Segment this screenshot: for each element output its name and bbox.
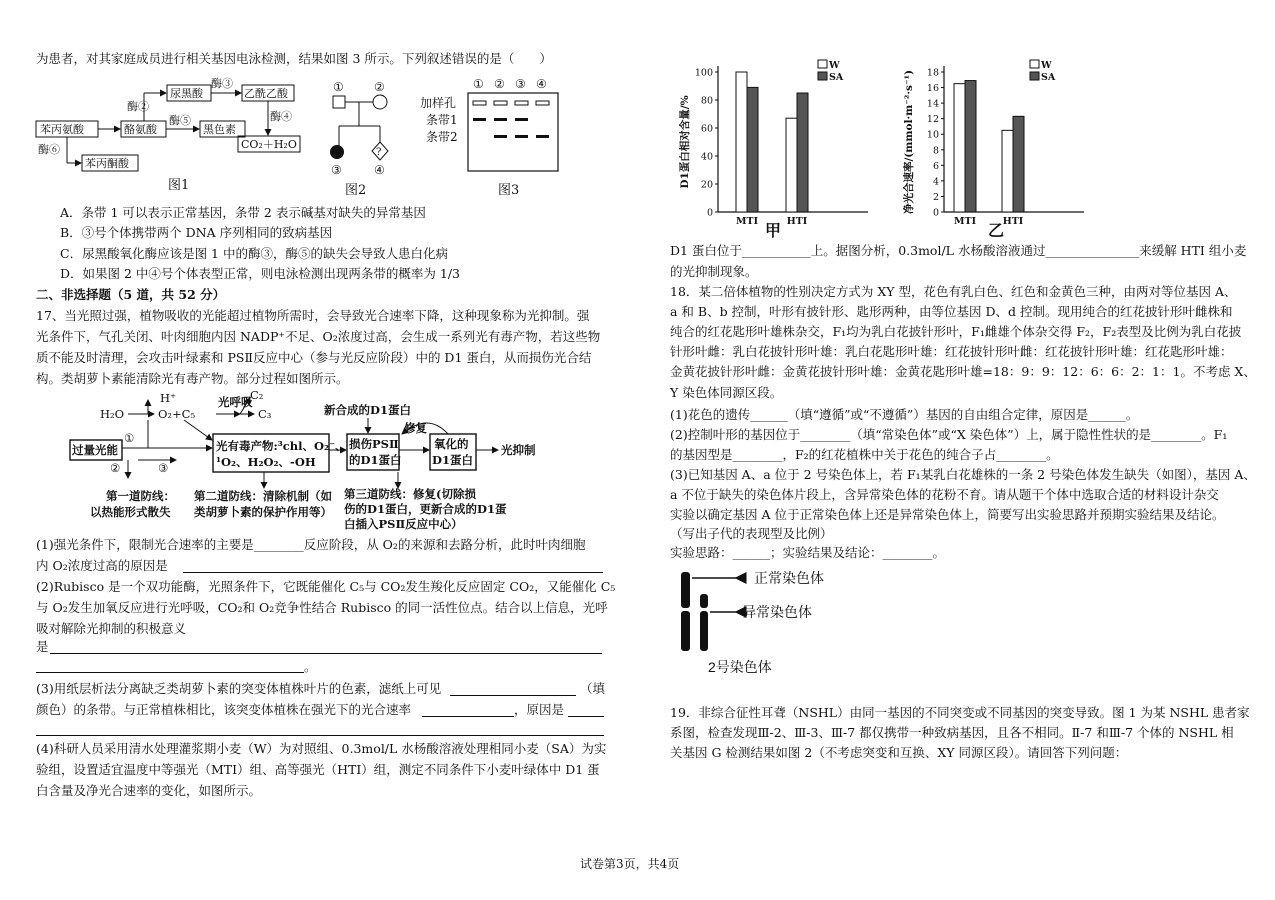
- diag-oxi2: D1蛋白: [432, 453, 473, 467]
- diag-m2: ②: [110, 461, 121, 475]
- abnormal-chromosome-lower: [700, 611, 708, 651]
- diag-oxi1: 氧化的: [434, 437, 469, 451]
- fig1-e6: 酶⑥: [38, 143, 60, 156]
- chromosome-figure: [676, 566, 846, 678]
- diag-def2b: 类胡萝卜素的保护作用等）: [194, 505, 332, 519]
- legend-swatch-w: [818, 60, 827, 68]
- legend-label-w: W: [829, 60, 840, 71]
- diag-hplus: H⁺: [160, 391, 177, 405]
- q18-line1: 18．某二倍体植物的性别决定方式为 XY 型，花色有乳白色、红色和金黄色三种，由两对等位基因 A、: [670, 284, 1237, 299]
- normal-chromosome-lower: [681, 611, 690, 651]
- chr-caption: 2号染色体: [708, 659, 772, 675]
- q18-p3-line4: （写出子代的表现型及比例）: [670, 526, 833, 541]
- y-tick-label: 10: [926, 129, 939, 141]
- fig1-phe: 苯丙氨酸: [40, 123, 84, 136]
- q17-s4-line2: 验组，设置适宜温度中等强光（MTI）组、高等强光（HTI）组，测定不同条件下小麦叶绿体中 D1 蛋: [36, 762, 600, 777]
- legend-label-w: W: [1041, 60, 1052, 71]
- q17-s3-line1: (3)用纸层析法分离缺乏类胡萝卜素的突变体植株叶片的色素，滤纸上可见: [36, 681, 442, 696]
- q18-p3-line2: a 不位于缺失的染色体片段上，含异常染色体的花粉不育。请从题干个体中选取合适的材料设计杂交: [670, 487, 1219, 502]
- chr-normal-label: 正常染色体: [754, 570, 824, 586]
- diag-m1: ①: [124, 431, 135, 445]
- q17-s2-line1: (2)Rubisco 是一个双功能酶，光照条件下，它既能催化 C₅与 CO₂发生羧化反应固定 CO₂，又能催化 C₅: [36, 579, 616, 594]
- diag-newd1: 新合成的D1蛋白: [324, 403, 411, 417]
- fig1-e3: 酶③: [211, 77, 233, 90]
- diag-toxic1: 光有毒产物:³chl、O₂⁻、: [216, 439, 347, 453]
- y-tick-label: 16: [926, 83, 939, 95]
- diag-def1b: 以热能形式散失: [90, 505, 171, 519]
- y-axis-label: 净光合速率/(mmol·m⁻²·s⁻¹): [903, 69, 915, 215]
- q18-line5: 金黄花披针形叶雌：金黄花披针形叶雄：金黄花匙形叶雄=18：9：9：12：6：6：2：1：1。不考虑 X、: [670, 364, 1256, 379]
- y-tick-label: 80: [700, 95, 713, 107]
- y-tick-label: 4: [932, 176, 939, 188]
- diag-def2a: 第二道防线：清除机制（如: [194, 489, 332, 503]
- option-d: D．如果图 2 中④号个体表型正常，则电泳检测出现两条带的概率为 1/3: [60, 266, 461, 281]
- q17-s3-fill: （填: [580, 681, 606, 696]
- legend-label-sa: SA: [829, 72, 844, 83]
- q17-s1-line2: 内 O₂浓度过高的原因是: [36, 558, 168, 573]
- fig3-band2: 条带2: [426, 130, 458, 144]
- fig2-n1: ①: [333, 80, 344, 94]
- fig3-well: 加样孔: [420, 96, 457, 110]
- abnormal-chromosome-upper: [700, 594, 708, 608]
- diag-excess: 过量光能: [72, 443, 118, 457]
- chart-yi: [900, 52, 1090, 242]
- q19-line2: 系图，检查发现Ⅲ-2、Ⅲ-3、Ⅲ-7 都仅携带一种致病基因，且各不相同。Ⅱ-7 和Ⅲ-7 个体的 NSHL 相: [670, 725, 1234, 740]
- fig1-ppa: 苯丙酮酸: [85, 157, 129, 170]
- option-a: A．条带 1 可以表示正常基因，条带 2 表示碱基对缺失的异常基因: [60, 205, 426, 220]
- q19-line1: 19．非综合征性耳聋（NSHL）由同一基因的不同突变或不同基因的突变导致。图 1 为某 NSHL 患者家: [670, 705, 1250, 720]
- fig2-n2: ②: [374, 80, 385, 94]
- diag-def1a: 第一道防线：: [106, 489, 175, 503]
- x-tick-label: HTI: [1002, 216, 1024, 227]
- diag-def3a: 第三道防线：修复(切除损: [344, 487, 476, 501]
- x-tick-label: MTI: [953, 216, 977, 227]
- y-tick-label: 0: [706, 207, 713, 219]
- fig1-e4: 酶④: [270, 110, 292, 123]
- q18-p2-line1: (2)控制叶形的基因位于________（填“常染色体”或“X 染色体”）上，属于隐性性状的是________。F₁: [670, 427, 1228, 442]
- fig1-co2: CO₂＋H₂O: [241, 138, 297, 151]
- y-tick-label: 0: [932, 207, 939, 219]
- q18-p3-line5: 实验思路：______；实验结果及结论：________。: [670, 545, 946, 560]
- legend-swatch-w: [1030, 60, 1039, 68]
- fig1-ua: 尿黑酸: [170, 87, 203, 100]
- fig3-c1: ①: [473, 77, 484, 91]
- legend-swatch-sa: [818, 72, 827, 80]
- y-tick-label: 12: [926, 114, 939, 126]
- q17-s2-end: 。: [304, 659, 317, 674]
- fig1-caption: 图1: [168, 178, 190, 193]
- diag-o2c5: O₂+C₅: [158, 407, 196, 421]
- diag-def3c: 白插入PSⅡ反应中心）: [344, 517, 463, 531]
- option-b: B．③号个体携带两个 DNA 序列相同的致病基因: [60, 225, 333, 240]
- diag-repair: 修复: [404, 421, 427, 435]
- figure-3-gel: [418, 76, 568, 198]
- diag-inhib: 光抑制: [501, 443, 536, 457]
- q17-s2-line3: 吸对解除光抑制的积极意义: [36, 621, 187, 636]
- q18-line4: 针形叶雌：乳白花披针形叶雄：乳白花匙形叶雄：红花披针形叶雌：红花披针形叶雄：红花匙形叶雄：: [670, 344, 1233, 359]
- bar-sa-hti: [1013, 116, 1024, 212]
- photoinhibition-diagram: [68, 390, 548, 532]
- bar-w-hti: [1002, 130, 1013, 212]
- bar-w-mti: [736, 72, 747, 212]
- figure-1-pathway: [34, 74, 324, 196]
- diag-toxic2: ¹O₂、H₂O₂、-OH: [216, 455, 316, 469]
- bar-w-hti: [786, 118, 797, 212]
- fig1-mel: 黑色素: [203, 123, 236, 136]
- page-footer: 试卷第3页，共4页: [580, 857, 680, 871]
- legend-swatch-sa: [1030, 72, 1039, 80]
- x-tick-label: HTI: [786, 216, 808, 227]
- q17-s2-line2: 与 O₂发生加氧反应进行光呼吸，CO₂和 O₂竞争性结合 Rubisco 的同一活性位点。结合以上信息，光呼: [36, 600, 608, 615]
- q18-line6: Y 染色体同源区段。: [670, 385, 783, 400]
- fig3-c4: ④: [536, 77, 547, 91]
- diag-dmg2: 的D1蛋白: [349, 453, 402, 467]
- diag-def3b: 伤的D1蛋白，更新合成的D1蛋: [344, 502, 507, 516]
- d1-line1: D1 蛋白位于___________上。据图分析，0.3mol/L 水杨酸溶液通过_______________来缓解 HTI 组小麦: [670, 243, 1247, 258]
- fig2-n4: ④: [374, 163, 385, 177]
- figure-2-pedigree: [325, 78, 395, 196]
- q17-s2-line4: 是: [36, 639, 49, 654]
- q17-line4: 构。类胡萝卜素能清除光有毒产物。部分过程如图所示。: [36, 371, 349, 386]
- chr-abnormal-label: 异常染色体: [742, 604, 812, 620]
- y-tick-label: 100: [694, 67, 713, 79]
- intro-text: 为患者，对其家庭成员进行相关基因电泳检测，结果如图 3 所示。下列叙述错误的是（ ）: [36, 51, 552, 66]
- y-tick-label: 2: [932, 191, 939, 203]
- fig2-q: ?: [376, 147, 382, 158]
- y-tick-label: 20: [700, 179, 713, 191]
- q18-p2-line2: 的基因型是________，F₂的红花植株中关于花色的纯合子占________。: [670, 447, 1059, 462]
- d1-line2: 的光抑制现象。: [670, 264, 758, 279]
- q17-s4-line3: 白含量及净光合速率的变化，如图所示。: [36, 783, 262, 798]
- diag-h2o: H₂O: [100, 407, 125, 421]
- bar-sa-mti: [747, 87, 758, 212]
- fig1-aa: 乙酰乙酸: [244, 87, 288, 100]
- q17-line2: 光条件下，气孔关闭、叶肉细胞内因 NADP⁺不足、O₂浓度过高，会生成一系列光有毒产物，若这些物: [36, 329, 601, 344]
- fig1-e5: 酶⑤: [169, 114, 191, 127]
- fig1-e2: 酶②: [127, 100, 149, 113]
- chart-title: 甲: [764, 221, 782, 240]
- y-tick-label: 18: [926, 67, 939, 79]
- q18-p3-line1: (3)已知基因 A、a 位于 2 号染色体上，若 F₁某乳白花雄株的一条 2 号染色体发生缺失（如图），基因 A、: [670, 467, 1256, 482]
- q17-s3-reason: ，原因是: [514, 702, 565, 717]
- q19-line3: 关基因 G 检测结果如图 2（不考虑突变和互换、XY 同源区段）。请回答下列问题：: [670, 745, 1128, 760]
- bar-w-mti: [954, 84, 965, 212]
- bar-sa-hti: [797, 93, 808, 212]
- fig3-band1: 条带1: [426, 113, 458, 127]
- q17-s1-line1: (1)强光条件下，限制光合速率的主要是________反应阶段，从 O₂的来源和去路分析，此时叶肉细胞: [36, 537, 586, 552]
- y-tick-label: 60: [700, 123, 713, 135]
- legend-label-sa: SA: [1041, 72, 1056, 83]
- q18-p1: (1)花色的遗传______（填“遵循”或“不遵循”）基因的自由组合定律，原因是______。: [670, 407, 1139, 422]
- diag-m3: ③: [158, 461, 169, 475]
- q18-line2: a 和 B、b 控制，叶形有披针形、匙形两种，由等位基因 D、d 控制。现用纯合的红花披针形叶雌株和: [670, 304, 1233, 319]
- diag-c3: C₃: [258, 407, 272, 421]
- fig1-tyr: 酪氨酸: [124, 123, 157, 136]
- y-tick-label: 14: [926, 98, 939, 110]
- fig2-n3: ③: [331, 163, 342, 177]
- q17-s3-line2: 颜色）的条带。与正常植株相比，该突变体植株在强光下的光合速率: [36, 702, 412, 717]
- y-tick-label: 40: [700, 151, 713, 163]
- fig3-c3: ③: [515, 77, 526, 91]
- x-tick-label: MTI: [735, 216, 759, 227]
- diag-photoresp: 光呼吸: [218, 395, 253, 409]
- y-tick-label: 8: [932, 145, 939, 157]
- chart-title: 乙: [987, 221, 1005, 240]
- diag-dmg1: 损伤PSⅡ: [349, 437, 399, 451]
- q17-line1: 17、当光照过强，植物吸收的光能超过植物所需时，会导致光合速率下降，这种现象称为光抑制。强: [36, 308, 590, 323]
- q18-line3: 纯合的红花匙形叶雄株杂交，F₁均为乳白花披针形叶，F₁雌雄个体杂交得 F₂，F₂表型及比例为乳白花披: [670, 324, 1242, 339]
- y-axis-label: D1蛋白相对含量/%: [679, 95, 691, 189]
- y-tick-label: 6: [932, 160, 939, 172]
- bar-sa-mti: [965, 81, 976, 212]
- chart-jia: [668, 52, 883, 242]
- fig3-c2: ②: [494, 77, 505, 91]
- section-2-title: 二、非选择题（5 道，共 52 分）: [36, 287, 226, 302]
- q17-s4-line1: (4)科研人员采用清水处理灌浆期小麦（W）为对照组、0.3mol/L 水杨酸溶液处理相同小麦（SA）为实: [36, 741, 607, 756]
- q18-p3-line3: 实验以确定基因 A 位于正常染色体上还是异常染色体上，简要写出实验思路并预期实验结果及结论。: [670, 507, 1225, 522]
- option-c: C．尿黑酸氧化酶应该是图 1 中的酶③，酶⑤的缺失会导致人患白化病: [60, 246, 448, 261]
- q17-line3: 质不能及时清理，会攻击叶绿素和 PSⅡ反应中心（参与光反应阶段）中的 D1 蛋白，从而损伤光合结: [36, 350, 592, 365]
- normal-chromosome-upper: [681, 572, 690, 608]
- fig3-caption: 图3: [498, 183, 520, 198]
- diag-c2: C₂: [250, 390, 264, 402]
- fig2-caption: 图2: [345, 183, 367, 196]
